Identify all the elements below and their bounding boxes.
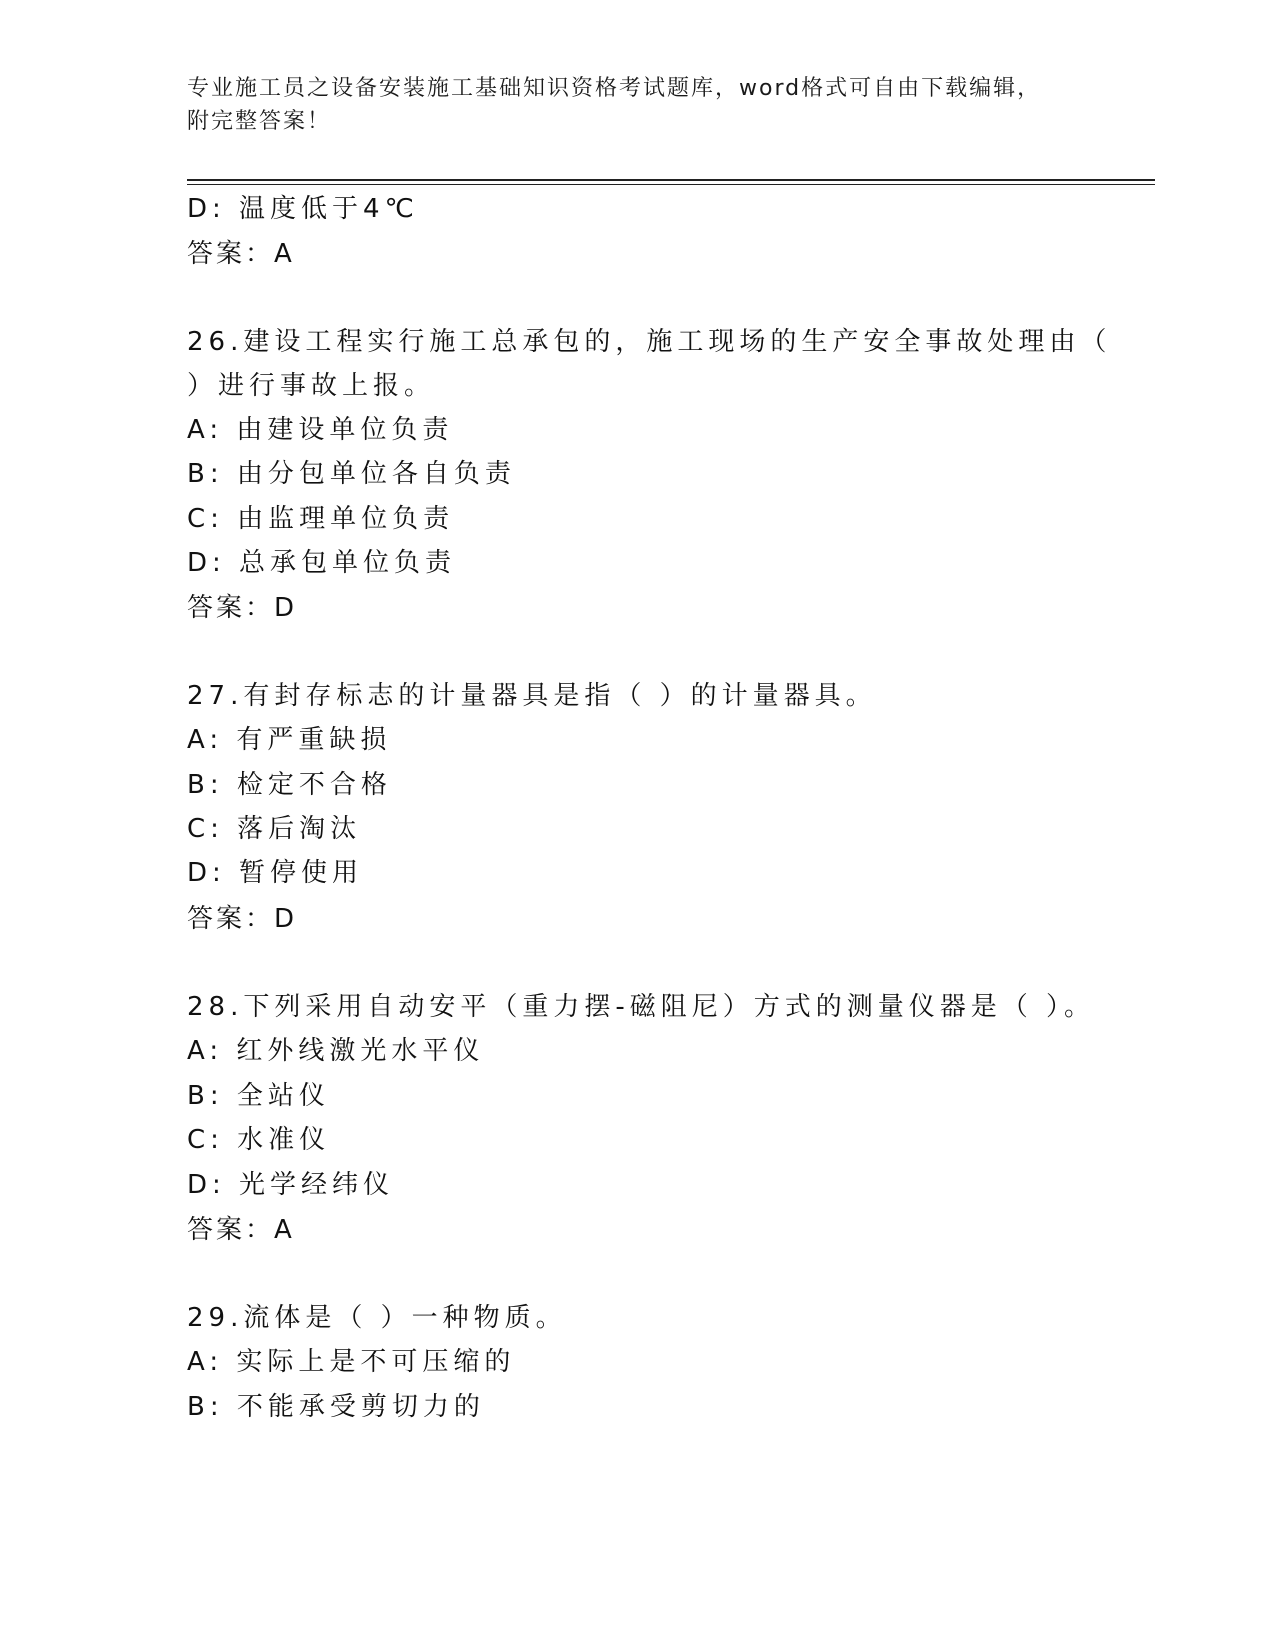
header-divider-thick: [187, 179, 1155, 181]
q27-answer: 答案：D: [187, 904, 298, 934]
q27-option-c: C: 落后淘汰: [187, 814, 362, 844]
q26-option-c: C: 由监理单位负责: [187, 504, 455, 534]
q26-option-a: A: 由建设单位负责: [187, 415, 454, 445]
q27-option-d: D: 暂停使用: [187, 858, 364, 888]
q28-option-b: B: 全站仪: [187, 1081, 330, 1111]
q25-option-d: D: 温度低于4℃: [187, 194, 419, 224]
q26-stem-line-2: ）进行事故上报。: [187, 371, 436, 401]
q27-stem: 27.有封存标志的计量器具是指（ ）的计量器具。: [187, 681, 877, 711]
q28-option-a: A: 红外线激光水平仪: [187, 1036, 485, 1066]
q26-stem-line-1: 26.建设工程实行施工总承包的，施工现场的生产安全事故处理由（: [187, 327, 1112, 357]
q28-answer: 答案：A: [187, 1215, 295, 1245]
document-header: [187, 72, 1067, 138]
q28-option-c: C: 水准仪: [187, 1125, 331, 1155]
q27-option-a: A: 有严重缺损: [187, 725, 392, 755]
q26-option-b: B: 由分包单位各自负责: [187, 459, 516, 489]
q29-option-b: B: 不能承受剪切力的: [187, 1392, 485, 1422]
q28-option-d: D: 光学经纬仪: [187, 1170, 395, 1200]
header-line-2: 附完整答案！: [187, 109, 332, 134]
header-divider-thin: [187, 184, 1155, 185]
header-line-1: 专业施工员之设备安装施工基础知识资格考试题库，word格式可自由下载编辑，: [187, 76, 1042, 101]
q29-option-a: A: 实际上是不可压缩的: [187, 1347, 516, 1377]
q28-stem: 28.下列采用自动安平（重力摆-磁阻尼）方式的测量仪器是（ ）。: [187, 992, 1095, 1022]
q25-answer: 答案：A: [187, 239, 295, 269]
q29-stem: 29.流体是（ ）一种物质。: [187, 1303, 567, 1333]
q26-option-d: D: 总承包单位负责: [187, 548, 457, 578]
q27-option-b: B: 检定不合格: [187, 770, 392, 800]
q26-answer: 答案：D: [187, 593, 298, 623]
